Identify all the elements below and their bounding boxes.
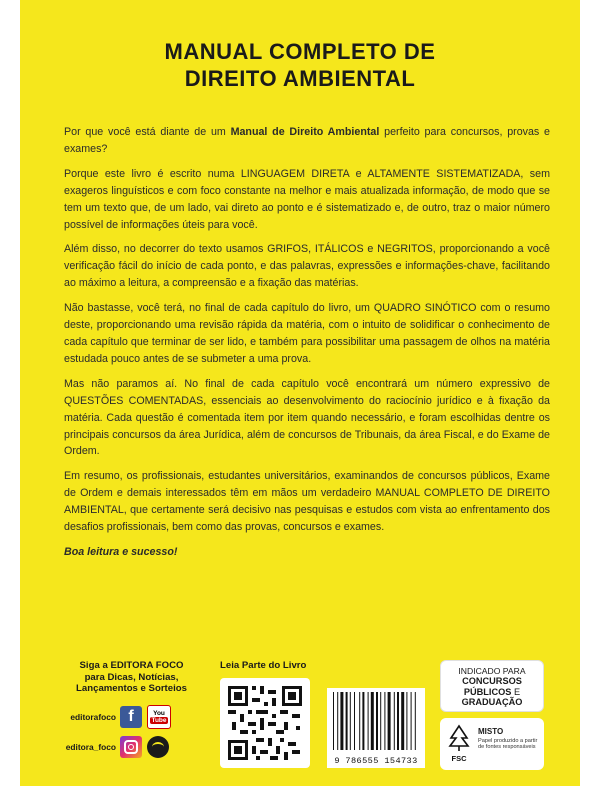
social-row-instagram-spotify xyxy=(64,736,174,758)
barcode-bar xyxy=(397,692,399,750)
paragraph-6: Em resumo, os profissionais, estudantes universitários, examinandos de concursos públicos, Exame de Ordem e demais interessados têm em mãos um verdadeiro MANUAL COMPLETO DE DIREITO AMBIENTAL, que certamente será decisivo nas pesquisas e estudos com vista ao enfrentamento dos desafios profissionais, bem como das provas, concursos e exames. xyxy=(64,470,550,534)
barcode-bar xyxy=(346,692,348,750)
paragraph-1 xyxy=(64,124,550,158)
closing-line: Boa leitura e sucesso! xyxy=(64,545,178,558)
fsc-label: FSC xyxy=(451,754,467,763)
p1-text-start: Por que você está diante de um xyxy=(64,126,231,138)
barcode-bar xyxy=(354,692,355,750)
title-line-1: MANUAL COMPLETO DE xyxy=(164,39,436,64)
barcode xyxy=(327,688,425,768)
barcode-bar xyxy=(406,692,407,750)
facebook-handle: editorafoco xyxy=(70,712,116,722)
paragraph-5: Mas não paramos aí. No final de cada capítulo você encontrará um número expressivo de QUESTÕES COMENTADAS, essenciais ao desenvolvimento do raciocínio jurídico e à fixação da matéria. Cada questão é comentada item por item quando necessário, e foram escolhidas dentre os principais concursos da área Jurídica, além de concursos de Tribunais, da área Fiscal, e do Exame de Ordem. xyxy=(64,377,550,458)
barcode-bar xyxy=(394,692,395,750)
barcode-bar xyxy=(368,692,369,750)
barcode-bar xyxy=(362,692,364,750)
recommended-line-3: GRADUAÇÃO xyxy=(461,697,523,707)
barcode-bar xyxy=(350,692,351,750)
fsc-badge xyxy=(440,718,544,770)
barcode-bar xyxy=(380,692,381,750)
follow-text xyxy=(64,660,199,695)
qr-code-graphic xyxy=(220,678,310,768)
p1-book-name: Manual de Direito Ambiental xyxy=(230,126,380,138)
instagram-icon[interactable] xyxy=(120,736,142,758)
barcode-bar xyxy=(340,692,343,750)
social-row-facebook-youtube xyxy=(64,705,176,729)
recommended-for-badge xyxy=(440,660,544,712)
barcode-bar xyxy=(384,692,385,750)
recommended-line-1: CONCURSOS xyxy=(462,676,522,686)
recommended-connector: E xyxy=(511,686,521,697)
facebook-icon[interactable]: f xyxy=(120,706,142,728)
barcode-bar xyxy=(376,692,378,750)
book-back-cover xyxy=(20,0,580,786)
paragraph-2: Porque este livro é escrito numa LINGUAGEM DIRETA e ALTAMENTE SISTEMATIZADA, sem exageros linguísticos e com foco constante na melhor e mais atualizada informação, de modo que se tem um texto que, de um lado, vai direto ao ponto e é sistematizado e, de outro, traz o maior número possível de informações úteis para você. xyxy=(64,167,550,231)
preview-label: Leia Parte do Livro xyxy=(220,660,307,671)
paragraph-3: Além disso, no decorrer do texto usamos GRIFOS, ITÁLICOS e NEGRITOS, proporcionando a você verificação fácil do início de cada ponto, e das palavras, expressões e informações-chave, facilitando ao máximo a leitura, a compreensão e a fixação das matérias. xyxy=(64,243,550,290)
spotify-icon[interactable] xyxy=(147,736,169,758)
youtube-icon[interactable] xyxy=(147,705,171,729)
youtube-you: You xyxy=(153,710,165,717)
follow-line-3: Lançamentos e Sorteios xyxy=(76,683,187,694)
barcode-bar xyxy=(411,692,412,750)
synopsis xyxy=(64,124,550,569)
follow-line-2: para Dicas, Notícias, xyxy=(84,671,179,683)
isbn-number: 9 786555 154733 xyxy=(334,756,418,766)
youtube-tube: Tube xyxy=(151,717,167,724)
paragraph-4: Não bastasse, você terá, no final de cada capítulo do livro, um QUADRO SINÓTICO com o resumo deste, proporcionando uma revisão rápida da matéria, com o intuito de solidificar o conhecimento de cada capítulo que terminar de ser lido, e também para possibilitar uma passagem de olhos na matéria estudada pouco antes de se submeter a uma prova. xyxy=(64,302,550,365)
fsc-title: MISTO xyxy=(478,727,504,736)
fsc-description: Papel produzido a partir de fontes responsáveis xyxy=(478,738,538,751)
recommended-line-2: PÚBLICOS xyxy=(463,686,512,697)
p1-text-end: perfeito para concursos, provas e exames? xyxy=(64,126,550,155)
fsc-tree-icon xyxy=(448,724,470,764)
barcode-bar xyxy=(337,692,338,750)
instagram-handle: editora_foco xyxy=(65,742,116,752)
qr-code[interactable] xyxy=(220,678,310,768)
barcode-bar xyxy=(415,692,416,750)
barcode-bar xyxy=(388,692,391,750)
barcode-bars xyxy=(327,688,425,754)
recommended-label: INDICADO PARA xyxy=(458,666,526,676)
fsc-logo xyxy=(448,724,470,764)
book-title xyxy=(20,38,580,92)
title-line-2: DIREITO AMBIENTAL xyxy=(184,66,416,91)
barcode-bar xyxy=(333,692,334,750)
barcode-bar xyxy=(371,692,374,750)
barcode-bar xyxy=(359,692,360,750)
barcode-bar xyxy=(401,692,404,750)
follow-line-1: Siga a EDITORA FOCO xyxy=(79,660,184,671)
